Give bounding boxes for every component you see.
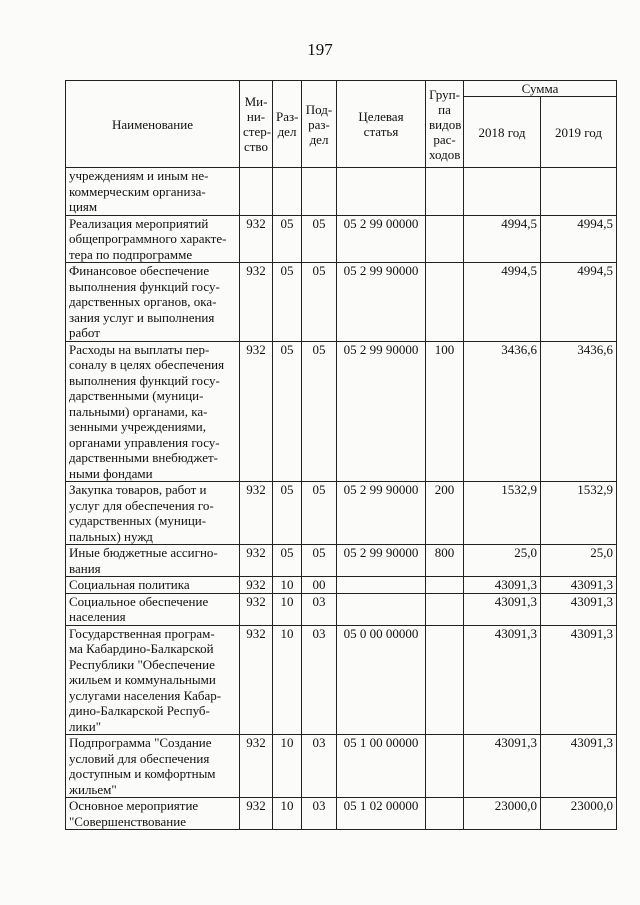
header-target: Целевая статья [337, 81, 426, 168]
cell-target-article: 05 1 02 00000 [337, 798, 426, 830]
cell-section: 10 [273, 593, 302, 625]
cell-expense-group [426, 593, 464, 625]
cell-section: 10 [273, 625, 302, 735]
header-year-2019: 2019 год [541, 97, 617, 168]
cell-name: Основное мероприятие "Совершенствование [66, 798, 240, 830]
cell-target-article [337, 168, 426, 216]
cell-name: Подпрограмма "Создание условий для обеспечения доступным и комфортным жильем" [66, 735, 240, 798]
cell-sum-2019: 4994,5 [541, 263, 617, 342]
header-year-2018: 2018 год [464, 97, 541, 168]
cell-sum-2018: 4994,5 [464, 215, 541, 263]
cell-subsection: 03 [302, 798, 337, 830]
cell-name: Финансовое обеспечение выполнения функций госу- дарственных органов, ока- зания услуг и выполнения работ [66, 263, 240, 342]
cell-ministry: 932 [240, 577, 273, 594]
table-row [66, 625, 617, 735]
cell-expense-group: 100 [426, 341, 464, 482]
cell-section: 05 [273, 263, 302, 342]
cell-sum-2019: 1532,9 [541, 482, 617, 545]
cell-sum-2019 [541, 168, 617, 216]
table-header [66, 81, 617, 168]
cell-section: 05 [273, 215, 302, 263]
table-row [66, 263, 617, 342]
cell-sum-2019: 43091,3 [541, 593, 617, 625]
cell-expense-group [426, 577, 464, 594]
cell-target-article [337, 577, 426, 594]
table-row [66, 593, 617, 625]
budget-table [65, 80, 617, 830]
header-name: Наименование [66, 81, 240, 168]
cell-expense-group [426, 625, 464, 735]
cell-name: Реализация мероприятий общепрограммного характе- тера по подпрограмме [66, 215, 240, 263]
cell-sum-2019: 25,0 [541, 545, 617, 577]
cell-expense-group [426, 263, 464, 342]
cell-sum-2019: 43091,3 [541, 577, 617, 594]
cell-name: Социальное обеспечение населения [66, 593, 240, 625]
cell-name: учреждениям и иным не- коммерческим организа- циям [66, 168, 240, 216]
cell-sum-2019: 43091,3 [541, 625, 617, 735]
cell-name: Закупка товаров, работ и услуг для обеспечения го- сударственных (муници- пальных) нужд [66, 482, 240, 545]
cell-target-article [337, 593, 426, 625]
cell-ministry: 932 [240, 215, 273, 263]
cell-sum-2018: 25,0 [464, 545, 541, 577]
cell-sum-2018: 3436,6 [464, 341, 541, 482]
cell-target-article: 05 2 99 90000 [337, 545, 426, 577]
cell-subsection: 05 [302, 341, 337, 482]
cell-section: 10 [273, 798, 302, 830]
table-row [66, 215, 617, 263]
cell-ministry: 932 [240, 625, 273, 735]
cell-target-article: 05 2 99 90000 [337, 263, 426, 342]
cell-sum-2019: 23000,0 [541, 798, 617, 830]
cell-target-article: 05 2 99 90000 [337, 341, 426, 482]
cell-ministry: 932 [240, 593, 273, 625]
cell-name: Расходы на выплаты пер- соналу в целях обеспечения выполнения функций госу- дарственными (муници- пальными) органами, ка- зенными учреждениями, органами управления госу- дарственными внебюджет- ными фондами [66, 341, 240, 482]
cell-subsection: 03 [302, 593, 337, 625]
cell-sum-2018: 43091,3 [464, 593, 541, 625]
cell-subsection: 05 [302, 215, 337, 263]
cell-subsection: 05 [302, 482, 337, 545]
cell-subsection: 00 [302, 577, 337, 594]
cell-subsection: 05 [302, 545, 337, 577]
table-row [66, 798, 617, 830]
cell-section: 05 [273, 482, 302, 545]
table-row [66, 545, 617, 577]
cell-target-article: 05 2 99 90000 [337, 482, 426, 545]
cell-ministry: 932 [240, 545, 273, 577]
cell-sum-2018: 4994,5 [464, 263, 541, 342]
cell-subsection: 05 [302, 263, 337, 342]
cell-expense-group: 800 [426, 545, 464, 577]
cell-sum-2018: 43091,3 [464, 577, 541, 594]
cell-expense-group [426, 735, 464, 798]
table-row [66, 168, 617, 216]
cell-subsection: 03 [302, 625, 337, 735]
table-row [66, 577, 617, 594]
cell-ministry: 932 [240, 798, 273, 830]
table-row [66, 735, 617, 798]
cell-expense-group [426, 798, 464, 830]
table-row [66, 482, 617, 545]
cell-name: Государственная програм- ма Кабардино-Балкарской Республики "Обеспечение жильем и коммунальными услугами населения Кабар- дино-Балкарской Респуб- лики" [66, 625, 240, 735]
cell-ministry: 932 [240, 263, 273, 342]
cell-sum-2018: 43091,3 [464, 625, 541, 735]
table-row [66, 341, 617, 482]
cell-expense-group [426, 168, 464, 216]
cell-sum-2018: 23000,0 [464, 798, 541, 830]
cell-section [273, 168, 302, 216]
cell-name: Иные бюджетные ассигно- вания [66, 545, 240, 577]
cell-expense-group: 200 [426, 482, 464, 545]
cell-sum-2019: 4994,5 [541, 215, 617, 263]
cell-ministry: 932 [240, 482, 273, 545]
cell-sum-2019: 43091,3 [541, 735, 617, 798]
cell-section: 10 [273, 735, 302, 798]
cell-ministry [240, 168, 273, 216]
header-section: Раз- дел [273, 81, 302, 168]
cell-ministry: 932 [240, 735, 273, 798]
cell-section: 05 [273, 341, 302, 482]
table-body [66, 168, 617, 830]
header-ministry: Ми- ни- стер- ство [240, 81, 273, 168]
cell-section: 10 [273, 577, 302, 594]
cell-sum-2019: 3436,6 [541, 341, 617, 482]
header-group: Груп- па видов рас- ходов [426, 81, 464, 168]
cell-section: 05 [273, 545, 302, 577]
cell-sum-2018: 1532,9 [464, 482, 541, 545]
page-number: 197 [307, 40, 333, 59]
cell-target-article: 05 0 00 00000 [337, 625, 426, 735]
cell-target-article: 05 2 99 00000 [337, 215, 426, 263]
cell-target-article: 05 1 00 00000 [337, 735, 426, 798]
cell-sum-2018: 43091,3 [464, 735, 541, 798]
header-subsection: Под- раз- дел [302, 81, 337, 168]
cell-subsection: 03 [302, 735, 337, 798]
header-sum: Сумма [464, 81, 617, 97]
cell-subsection [302, 168, 337, 216]
cell-expense-group [426, 215, 464, 263]
cell-name: Социальная политика [66, 577, 240, 594]
cell-sum-2018 [464, 168, 541, 216]
cell-ministry: 932 [240, 341, 273, 482]
